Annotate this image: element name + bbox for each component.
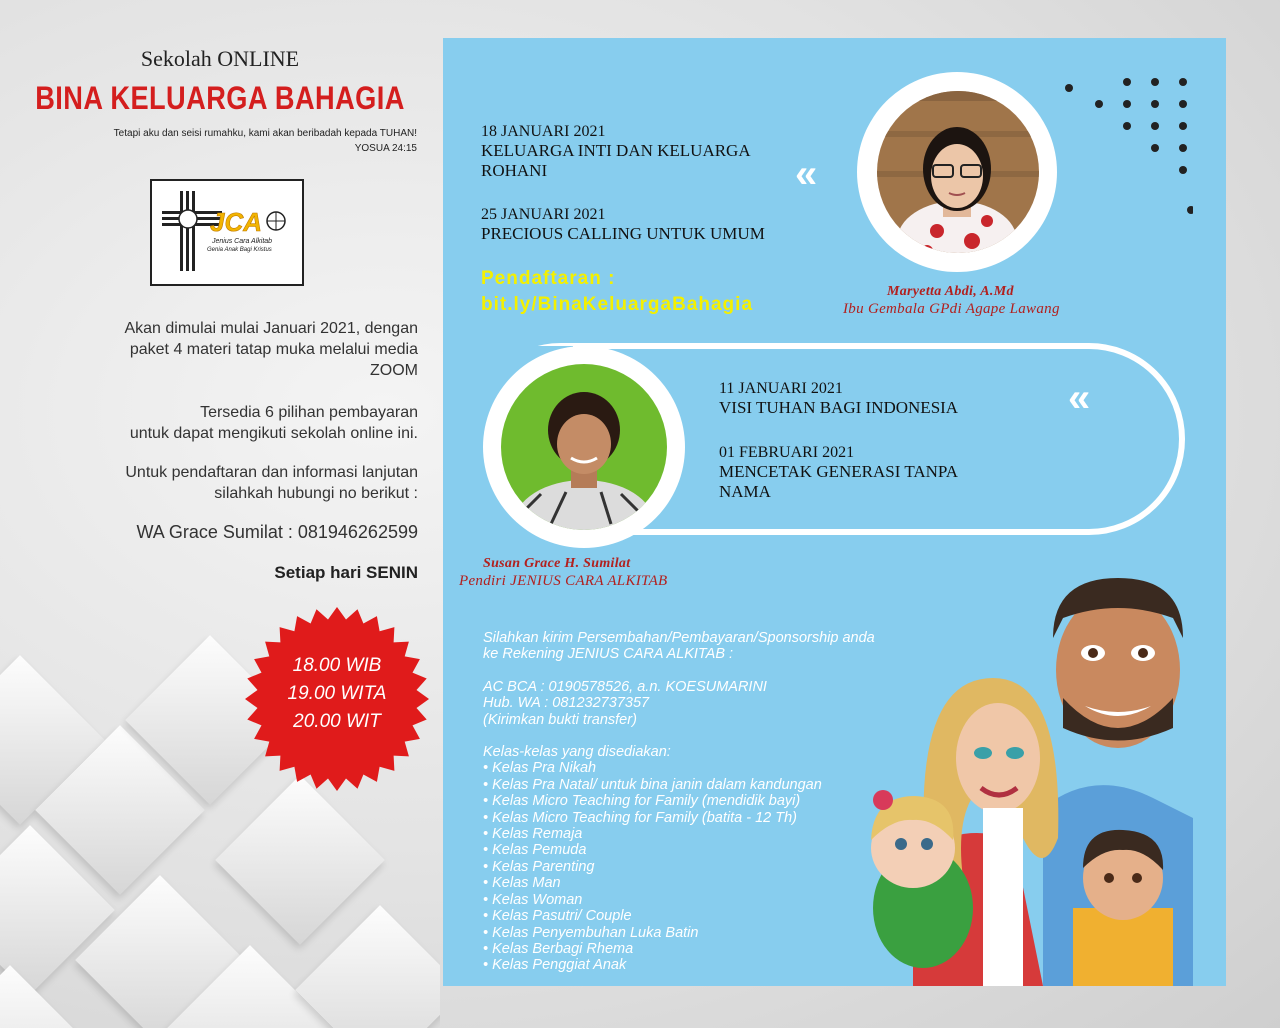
session-title: KELUARGA INTI DAN KELUARGA xyxy=(481,141,751,160)
classes-heading: Kelas-kelas yang disediakan: xyxy=(483,744,671,761)
session-18-jan xyxy=(481,123,751,181)
payment-intro: Silahkan kirim Persembahan/Pembayaran/Sponsorship anda xyxy=(483,630,875,646)
contact-line: WA Grace Sumilat : 081946262599 xyxy=(136,522,418,542)
session-date: 18 JANUARI 2021 xyxy=(481,123,606,140)
time-wit: 20.00 WIT xyxy=(293,711,381,732)
info-line: Untuk pendaftaran dan informasi lanjutan xyxy=(125,464,418,481)
session-date: 25 JANUARI 2021 xyxy=(481,206,606,223)
class-item: • Kelas Remaja xyxy=(483,826,903,842)
speaker2-photo xyxy=(501,364,667,530)
class-item: • Kelas Pra Nikah xyxy=(483,760,903,776)
class-item: • Kelas Woman xyxy=(483,892,903,908)
classes-list xyxy=(483,760,903,973)
time-list xyxy=(242,652,432,736)
speaker2-role: Pendiri JENIUS CARA ALKITAB xyxy=(459,573,668,589)
info-paragraph-1 xyxy=(0,318,418,381)
session-11-jan xyxy=(719,380,958,418)
speaker1-photo xyxy=(877,91,1039,253)
session-title: VISI TUHAN BAGI INDONESIA xyxy=(719,398,959,417)
session-date: 01 FEBRUARI 2021 xyxy=(719,444,855,461)
info-line: Tersedia 6 pilihan pembayaran xyxy=(200,404,418,421)
logo-subtitle: Jenius Cara Alkitab xyxy=(212,238,273,245)
jca-logo-graphic xyxy=(152,181,298,280)
info-line: paket 4 materi tatap muka melalui media xyxy=(129,341,418,358)
payment-note: (Kirimkan bukti transfer) xyxy=(483,711,637,728)
registration-link[interactable]: bit.ly/BinaKeluargaBahagia xyxy=(481,294,754,315)
payment-intro: ke Rekening JENIUS CARA ALKITAB : xyxy=(483,646,734,663)
class-item: • Kelas Micro Teaching for Family (mendidik bayi) xyxy=(483,793,903,809)
page-title: BINA KELUARGA BAHAGIA xyxy=(35,80,405,116)
info-line: ZOOM xyxy=(370,362,418,379)
session-date: 11 JANUARI 2021 xyxy=(719,380,843,397)
session-25-jan xyxy=(481,206,765,244)
payment-and-classes xyxy=(483,630,903,974)
time-wib: 18.00 WIB xyxy=(292,655,382,676)
logo-text: JCA xyxy=(210,207,263,237)
class-item: • Kelas Pasutri/ Couple xyxy=(483,908,903,924)
session-title: ROHANI xyxy=(481,161,548,180)
info-line: untuk dapat mengikuti sekolah online ini. xyxy=(129,425,418,442)
class-item: • Kelas Pra Natal/ untuk bina janin dalam kandungan xyxy=(483,777,903,793)
class-item: • Kelas Penggiat Anak xyxy=(483,957,903,973)
payment-wa: Hub. WA : 081232737357 xyxy=(483,695,650,712)
chevron-left-icon: « xyxy=(1068,376,1083,420)
verse-reference: YOSUA 24:15 xyxy=(354,143,417,154)
schedule-panel xyxy=(443,38,1226,986)
speaker2-name: Susan Grace H. Sumilat xyxy=(483,556,631,571)
logo-tagline: Genia Anak Bagi Kristus xyxy=(207,247,272,253)
school-line: Sekolah ONLINE xyxy=(140,46,300,71)
speaker1-role: Ibu Gembala GPdi Agape Lawang xyxy=(843,301,1060,317)
decorative-dots xyxy=(1063,74,1193,214)
class-item: • Kelas Penyembuhan Luka Batin xyxy=(483,925,903,941)
info-line: Akan dimulai mulai Januari 2021, dengan xyxy=(124,320,418,337)
session-title: PRECIOUS CALLING UNTUK UMUM xyxy=(481,224,765,243)
verse-text: Tetapi aku dan seisi rumahku, kami akan beribadah kepada TUHAN! xyxy=(113,128,417,139)
bible-verse xyxy=(0,126,417,156)
info-paragraph-3 xyxy=(0,462,418,504)
session-01-feb xyxy=(719,444,958,502)
class-item: • Kelas Parenting xyxy=(483,859,903,875)
registration xyxy=(481,266,753,318)
class-item: • Kelas Pemuda xyxy=(483,842,903,858)
info-paragraph-2 xyxy=(0,402,418,444)
class-item: • Kelas Micro Teaching for Family (batita - 12 Th) xyxy=(483,810,903,826)
session-title: MENCETAK GENERASI TANPA xyxy=(719,462,959,481)
payment-account: AC BCA : 0190578526, a.n. KOESUMARINI xyxy=(483,678,767,695)
class-item: • Kelas Berbagi Rhema xyxy=(483,941,903,957)
chevron-left-icon: « xyxy=(795,152,810,196)
registration-label: Pendaftaran : xyxy=(481,268,616,289)
info-line: silahkah hubungi no berikut : xyxy=(214,485,418,502)
class-item: • Kelas Man xyxy=(483,875,903,891)
session-title: NAMA xyxy=(719,482,771,501)
left-column xyxy=(0,0,440,1028)
jca-logo xyxy=(150,179,304,286)
time-wita: 19.00 WITA xyxy=(287,683,387,704)
schedule-day: Setiap hari SENIN xyxy=(274,563,418,582)
speaker1-name: Maryetta Abdi, A.Md xyxy=(887,284,1014,299)
family-illustration xyxy=(853,578,1226,986)
